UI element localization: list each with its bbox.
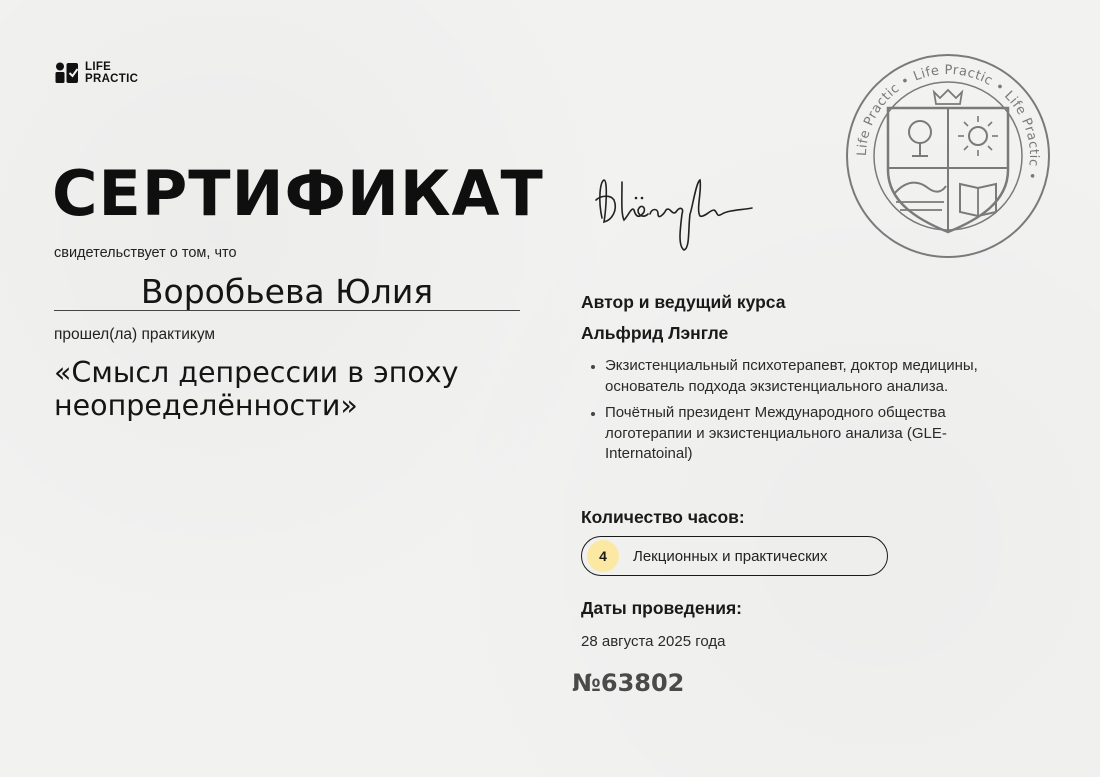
author-bio-list: [588, 356, 1008, 471]
completed-text: прошел(ла) практикум: [54, 326, 216, 343]
brand-line1: LIFE: [85, 61, 112, 73]
life-practic-logo-icon: [54, 60, 80, 86]
dates-value: 28 августа 2025 года: [581, 633, 726, 650]
list-item: Экзистенциальный психотерапевт, доктор медицины, основатель подхода экзистенциального анализа.: [588, 356, 1008, 397]
course-title-line2: неопределённости»: [54, 389, 358, 422]
brand-name: [85, 61, 138, 85]
brand-line2: PRACTIC: [85, 73, 139, 85]
dates-heading: Даты проведения:: [581, 598, 742, 618]
signature: [592, 170, 767, 255]
brand-logo: [54, 60, 138, 86]
hours-heading: Количество часов:: [581, 507, 745, 527]
author-name: Альфрид Лэнгле: [581, 323, 729, 343]
list-item: Почётный президент Международного общества логотерапии и экзистенциального анализа (GLE-Internatoinal): [588, 403, 1008, 465]
life-practic-seal-icon: [844, 52, 1052, 260]
course-title-line1: «Смысл депрессии в эпоху: [54, 356, 459, 389]
course-title: [54, 356, 534, 422]
hours-label: Лекционных и практических: [633, 547, 828, 565]
hours-count: 4: [587, 540, 619, 572]
certifies-text: свидетельствует о том, что: [54, 245, 237, 261]
seal-ring-text: Life Practic • Life Practic • Life Practic •: [854, 62, 1042, 182]
certificate-title: СЕРТИФИКАТ: [52, 157, 544, 230]
recipient-name: Воробьева Юлия: [54, 270, 520, 311]
certificate-number: №63802: [572, 669, 685, 697]
hours-badge: [581, 536, 888, 576]
author-heading: Автор и ведущий курса: [581, 292, 786, 312]
